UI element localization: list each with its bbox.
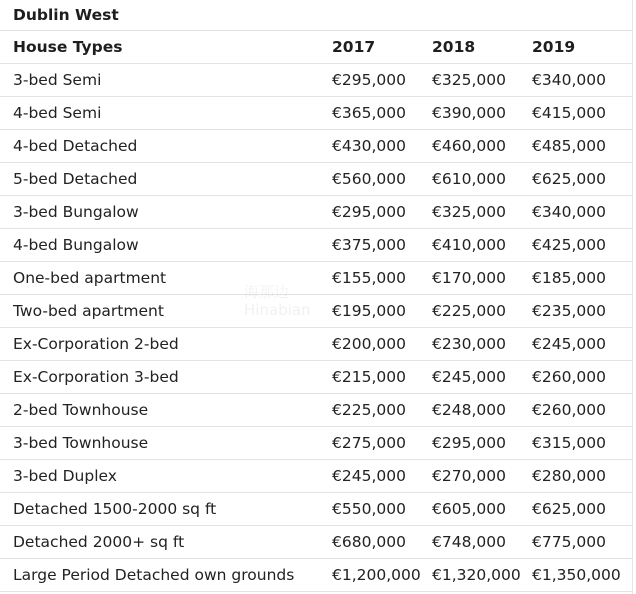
price-cell-2017: €365,000	[332, 104, 406, 122]
house-type-cell: 5-bed Detached	[13, 170, 138, 188]
column-header-house-types: House Types	[13, 38, 123, 56]
price-cell-2018: €1,320,000	[432, 566, 521, 584]
house-type-cell: Detached 2000+ sq ft	[13, 533, 185, 551]
price-cell-2017: €430,000	[332, 137, 406, 155]
price-cell-2017: €295,000	[332, 203, 406, 221]
price-cell-2019: €775,000	[532, 533, 606, 551]
price-cell-2017: €155,000	[332, 269, 406, 287]
house-type-cell: 3-bed Bungalow	[13, 203, 139, 221]
house-type-cell: 3-bed Semi	[13, 71, 102, 89]
price-cell-2018: €230,000	[432, 335, 506, 353]
table-row	[0, 196, 632, 229]
table-row	[0, 97, 632, 130]
price-cell-2018: €610,000	[432, 170, 506, 188]
price-cell-2018: €270,000	[432, 467, 506, 485]
table-title-row	[0, 0, 632, 31]
house-type-cell: 4-bed Detached	[13, 137, 138, 155]
price-cell-2018: €460,000	[432, 137, 506, 155]
price-cell-2019: €260,000	[532, 368, 606, 386]
price-cell-2018: €248,000	[432, 401, 506, 419]
price-cell-2019: €245,000	[532, 335, 606, 353]
price-cell-2019: €280,000	[532, 467, 606, 485]
table-row	[0, 460, 632, 493]
house-type-cell: Detached 1500-2000 sq ft	[13, 500, 217, 518]
table-body	[0, 64, 632, 592]
price-cell-2018: €225,000	[432, 302, 506, 320]
price-cell-2017: €375,000	[332, 236, 406, 254]
table-row	[0, 262, 632, 295]
price-cell-2019: €415,000	[532, 104, 606, 122]
house-type-cell: 3-bed Duplex	[13, 467, 117, 485]
table-row	[0, 526, 632, 559]
price-cell-2019: €185,000	[532, 269, 606, 287]
price-cell-2018: €325,000	[432, 203, 506, 221]
price-cell-2019: €625,000	[532, 170, 606, 188]
price-cell-2018: €325,000	[432, 71, 506, 89]
watermark-line-1: 海那边	[244, 283, 290, 301]
price-cell-2017: €1,200,000	[332, 566, 421, 584]
price-cell-2019: €485,000	[532, 137, 606, 155]
house-type-cell: 3-bed Townhouse	[13, 434, 149, 452]
column-header-2017: 2017	[332, 38, 376, 56]
house-type-cell: Two-bed apartment	[13, 302, 164, 320]
price-cell-2019: €235,000	[532, 302, 606, 320]
price-cell-2018: €390,000	[432, 104, 506, 122]
house-type-cell: Ex-Corporation 2-bed	[13, 335, 179, 353]
column-header-2019: 2019	[532, 38, 576, 56]
house-type-cell: Ex-Corporation 3-bed	[13, 368, 179, 386]
table-header-row	[0, 31, 632, 64]
price-cell-2017: €560,000	[332, 170, 406, 188]
table-row	[0, 64, 632, 97]
table-row	[0, 163, 632, 196]
price-cell-2019: €625,000	[532, 500, 606, 518]
price-cell-2017: €195,000	[332, 302, 406, 320]
house-type-cell: 4-bed Bungalow	[13, 236, 139, 254]
price-cell-2018: €170,000	[432, 269, 506, 287]
price-cell-2017: €245,000	[332, 467, 406, 485]
house-type-cell: Large Period Detached own grounds	[13, 566, 295, 584]
house-type-cell: 2-bed Townhouse	[13, 401, 149, 419]
watermark-line-2: Hinabian	[244, 301, 311, 319]
column-header-2018: 2018	[432, 38, 476, 56]
price-cell-2018: €295,000	[432, 434, 506, 452]
price-cell-2019: €315,000	[532, 434, 606, 452]
table-row	[0, 394, 632, 427]
price-cell-2018: €605,000	[432, 500, 506, 518]
price-cell-2018: €748,000	[432, 533, 506, 551]
table-row	[0, 328, 632, 361]
price-cell-2019: €425,000	[532, 236, 606, 254]
table-row	[0, 493, 632, 526]
table-row	[0, 559, 632, 592]
price-cell-2017: €275,000	[332, 434, 406, 452]
table-row	[0, 229, 632, 262]
price-cell-2017: €215,000	[332, 368, 406, 386]
house-type-cell: 4-bed Semi	[13, 104, 102, 122]
house-type-cell: One-bed apartment	[13, 269, 167, 287]
price-cell-2017: €225,000	[332, 401, 406, 419]
table-row	[0, 130, 632, 163]
price-cell-2019: €260,000	[532, 401, 606, 419]
price-cell-2017: €295,000	[332, 71, 406, 89]
table-title: Dublin West	[13, 6, 119, 24]
price-cell-2019: €1,350,000	[532, 566, 621, 584]
price-cell-2017: €200,000	[332, 335, 406, 353]
table-row	[0, 427, 632, 460]
price-cell-2019: €340,000	[532, 71, 606, 89]
table-row	[0, 361, 632, 394]
price-cell-2018: €410,000	[432, 236, 506, 254]
price-cell-2017: €550,000	[332, 500, 406, 518]
price-cell-2017: €680,000	[332, 533, 406, 551]
price-cell-2019: €340,000	[532, 203, 606, 221]
price-cell-2018: €245,000	[432, 368, 506, 386]
table-row	[0, 295, 632, 328]
